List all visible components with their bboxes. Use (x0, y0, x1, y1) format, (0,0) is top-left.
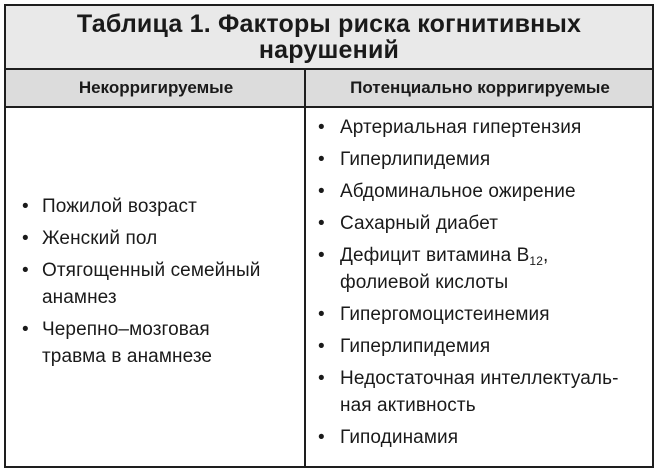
list-item: • Отягощенный семейный анамнез (22, 257, 300, 311)
table-title-line-2: нарушений (258, 36, 400, 64)
column-modifiable (306, 108, 652, 466)
list-item: • Черепно–мозговая травма в анамнезе (22, 316, 300, 370)
list-item: • Дефицит витамина $B_{12}$, фолиевой кислоты (318, 242, 648, 296)
list-item: • Гипергомоцистеинемия (318, 301, 648, 328)
list-item: • Женский пол (22, 225, 300, 252)
non-modifiable-list (22, 193, 300, 375)
list-item: • Гиперлипидемия (318, 146, 648, 173)
list-item: • Гиподинамия (318, 424, 648, 451)
bullet-icon: • (318, 336, 325, 357)
column-non-modifiable (6, 108, 304, 466)
bullet-icon: • (318, 149, 325, 170)
bullet-icon: • (22, 319, 29, 340)
bullet-icon: • (318, 304, 325, 325)
modifiable-list (318, 114, 648, 456)
list-item: • Сахарный диабет (318, 210, 648, 237)
bullet-icon: • (318, 368, 325, 389)
list-item: • Артериальная гипертензия (318, 114, 648, 141)
column-header-non-modifiable: Некорригируемые (78, 78, 234, 97)
bullet-icon: • (22, 260, 29, 281)
list-item: • Недостаточная интеллектуаль- ная активность (318, 365, 648, 419)
bullet-icon: • (318, 427, 325, 448)
bullet-icon: • (22, 196, 29, 217)
table-title-bar (6, 6, 652, 70)
subscript: 12 (529, 254, 543, 268)
bullet-icon: • (318, 213, 325, 234)
bullet-icon: • (318, 117, 325, 138)
list-item: • Пожилой возраст (22, 193, 300, 220)
list-item: • Гиперлипидемия (318, 333, 648, 360)
bullet-icon: • (22, 228, 29, 249)
bullet-icon: • (318, 245, 325, 266)
bullet-icon: • (318, 181, 325, 202)
column-header-modifiable: Потенциально корригируемые (350, 78, 610, 97)
risk-factors-table (4, 4, 654, 468)
table-title-line-1: Таблица 1. Факторы риска когнитивных (76, 10, 582, 38)
table-header-row (6, 70, 652, 108)
list-item: • Абдоминальное ожирение (318, 178, 648, 205)
